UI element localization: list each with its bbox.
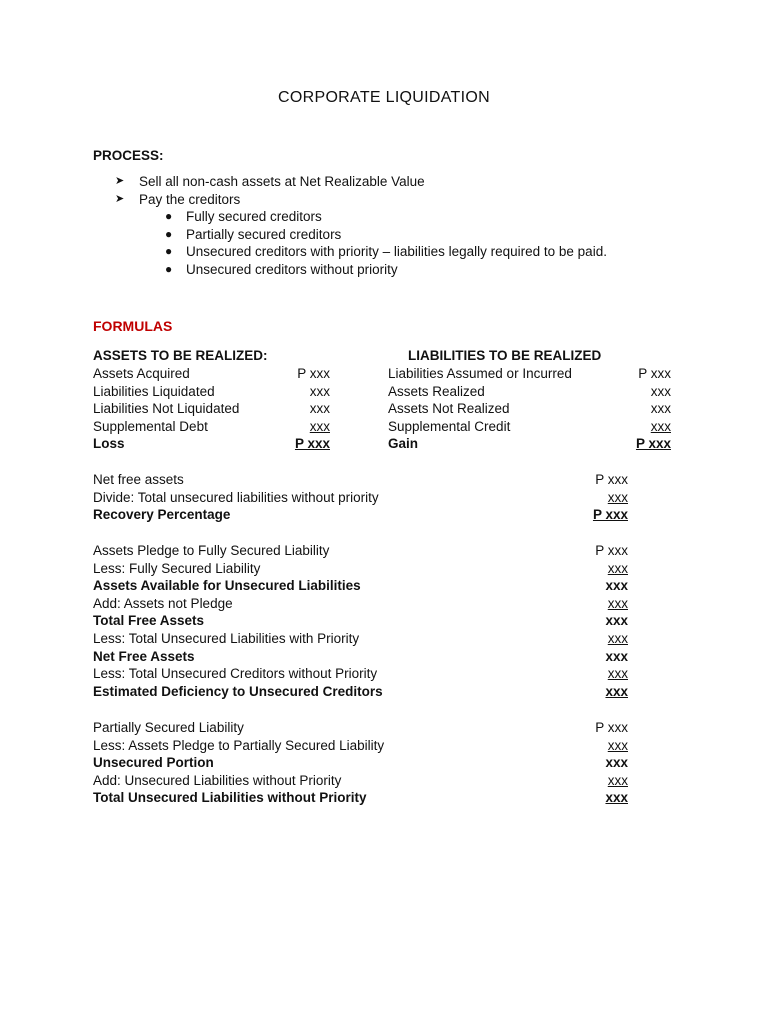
- row-label: Assets Pledge to Fully Secured Liability: [93, 543, 330, 558]
- row-value: xxx: [309, 401, 330, 417]
- row-label: Recovery Percentage: [93, 507, 231, 523]
- document-title: CORPORATE LIQUIDATION: [278, 89, 490, 106]
- row-value: xxx: [650, 418, 671, 434]
- row-label: Assets Available for Unsecured Liabilities: [93, 578, 361, 594]
- estimated-deficiency-table: [93, 542, 628, 700]
- table-row: [388, 365, 671, 383]
- row-label: Divide: Total unsecured liabilities without priority: [93, 489, 379, 505]
- row-label: Total Free Assets: [93, 613, 205, 629]
- table-row: [388, 383, 671, 401]
- row-value: xxx: [605, 648, 628, 664]
- row-label: Total Unsecured Liabilities without Priority: [93, 790, 367, 806]
- table-row: [93, 560, 628, 578]
- arrow-bullet-icon: ➤: [115, 175, 125, 187]
- row-value: xxx: [605, 755, 628, 771]
- row-value: xxx: [607, 737, 628, 753]
- table-row: [93, 719, 628, 737]
- table-row: [93, 365, 330, 383]
- bullet-dot-icon: ●: [165, 244, 173, 259]
- row-value: xxx: [309, 418, 330, 434]
- table-row-total: [93, 506, 628, 524]
- table-row-total: [93, 435, 330, 453]
- row-value: xxx: [605, 613, 628, 629]
- table-row: [93, 542, 628, 560]
- row-value: xxx: [650, 383, 671, 399]
- row-value: P xxx: [294, 436, 330, 452]
- table-row: [93, 418, 330, 436]
- row-label: Less: Fully Secured Liability: [93, 560, 261, 576]
- row-label: Add: Assets not Pledge: [93, 595, 233, 611]
- bullet-dot-icon: ●: [165, 226, 173, 241]
- table-row: [388, 418, 671, 436]
- row-label: Net free assets: [93, 472, 184, 487]
- row-label: Less: Assets Pledge to Partially Secured Liability: [93, 737, 385, 753]
- row-value: xxx: [607, 630, 628, 646]
- table-row-subtotal: [93, 577, 628, 595]
- row-value: P xxx: [297, 366, 330, 381]
- table-row-total: [388, 435, 671, 453]
- table-row: [93, 383, 330, 401]
- liabilities-to-be-realized-table: [388, 365, 671, 453]
- assets-to-be-realized-table: [93, 365, 330, 453]
- row-value: xxx: [309, 383, 330, 399]
- unsecured-liabilities-table: [93, 719, 628, 807]
- row-value: xxx: [605, 790, 628, 806]
- row-value: xxx: [607, 595, 628, 611]
- table-row: [388, 400, 671, 418]
- table-row-subtotal: [93, 648, 628, 666]
- row-value: P xxx: [595, 472, 628, 487]
- row-value: xxx: [607, 489, 628, 505]
- process-heading: PROCESS:: [93, 148, 164, 163]
- row-label: Less: Total Unsecured Creditors without Priority: [93, 666, 378, 682]
- liabilities-to-be-realized-heading: LIABILITIES TO BE REALIZED: [408, 348, 602, 363]
- row-label: Loss: [93, 436, 125, 452]
- assets-to-be-realized-heading: ASSETS TO BE REALIZED:: [93, 348, 268, 363]
- table-row: [93, 471, 628, 489]
- table-row: [93, 772, 628, 790]
- row-value: P xxx: [592, 507, 628, 523]
- row-label: Supplemental Debt: [93, 418, 208, 434]
- row-label: Liabilities Liquidated: [93, 383, 215, 399]
- row-label: Net Free Assets: [93, 648, 195, 664]
- row-value: P xxx: [635, 436, 671, 452]
- row-value: P xxx: [595, 543, 628, 558]
- table-row: [93, 595, 628, 613]
- row-label: Assets Acquired: [93, 366, 190, 381]
- bullet-dot-icon: ●: [165, 209, 173, 224]
- row-label: Assets Realized: [388, 383, 485, 399]
- table-row-total: [93, 683, 628, 701]
- row-label: Partially Secured Liability: [93, 720, 244, 735]
- row-label: Assets Not Realized: [388, 401, 510, 417]
- table-row: [93, 400, 330, 418]
- document-page: CORPORATE LIQUIDATION PROCESS: ➤ Sell all non-cash assets at Net Realizable Value ➤ Pay the creditors ● Fully secured creditors ● Partially secured creditors ● Unsecured creditors with priority – liabilities legally required to be paid. ● Unsecured creditors without priority FORMULAS ASSETS TO BE REALIZED: Assets Acquired P xxx Liabilities Liquidated xxx Liabilities Not Liquidated xxx Supplemental Debt xxx Loss P xxx LIABILITIES TO BE REALIZED Liabilities Assumed or Incurred P xxx Assets Realized xxx Assets Not Realized xxx Supplemental Credit xxx Gain P xxx Net free assets P xxx Divide: Total unsecured liabilities without priority xxx Recovery Percentage P xxx Assets Pledge to Fully Secured Liability P xxx Less: Fully Secured Liability xxx Assets Available for Unsecured Liabilities xxx Add: Assets not Pledge xxx Total Free Assets xxx Less: Total Unsecured Liabilities with Priority xxx Net Free Assets xxx Less: Total Unsecured Creditors without Priority xxx Estimated Deficiency to Unsecured Creditors xxx Partially Secured Liability P xxx Less: Assets Pledge to Partially Secured Liability xxx Unsecured Portion xxx Add: Unsecured Liabilities without Priority xxx Total Unsecured Liabilities without Priority xxx: [0, 0, 768, 1024]
- bullet-dot-icon: ●: [165, 261, 173, 276]
- row-value: xxx: [607, 666, 628, 682]
- row-label: Less: Total Unsecured Liabilities with Priority: [93, 630, 360, 646]
- row-label: Estimated Deficiency to Unsecured Creditors: [93, 683, 383, 699]
- table-row-subtotal: [93, 754, 628, 772]
- row-label: Supplemental Credit: [388, 418, 511, 434]
- row-value: P xxx: [638, 366, 671, 381]
- table-row: [93, 489, 628, 507]
- row-label: Gain: [388, 436, 419, 452]
- table-row: [93, 630, 628, 648]
- table-row-subtotal: [93, 612, 628, 630]
- row-label: Liabilities Assumed or Incurred: [388, 366, 572, 381]
- row-value: P xxx: [595, 720, 628, 735]
- row-value: xxx: [605, 683, 628, 699]
- row-label: Unsecured Portion: [93, 755, 214, 771]
- row-value: xxx: [607, 560, 628, 576]
- row-label: Add: Unsecured Liabilities without Priority: [93, 772, 342, 788]
- row-value: xxx: [605, 578, 628, 594]
- row-label: Liabilities Not Liquidated: [93, 401, 240, 417]
- table-row: [93, 737, 628, 755]
- formulas-heading: FORMULAS: [93, 318, 173, 334]
- table-row: [93, 665, 628, 683]
- recovery-percentage-table: [93, 471, 628, 524]
- row-value: xxx: [607, 772, 628, 788]
- table-row-total: [93, 789, 628, 807]
- row-value: xxx: [650, 401, 671, 417]
- arrow-bullet-icon: ➤: [115, 192, 125, 205]
